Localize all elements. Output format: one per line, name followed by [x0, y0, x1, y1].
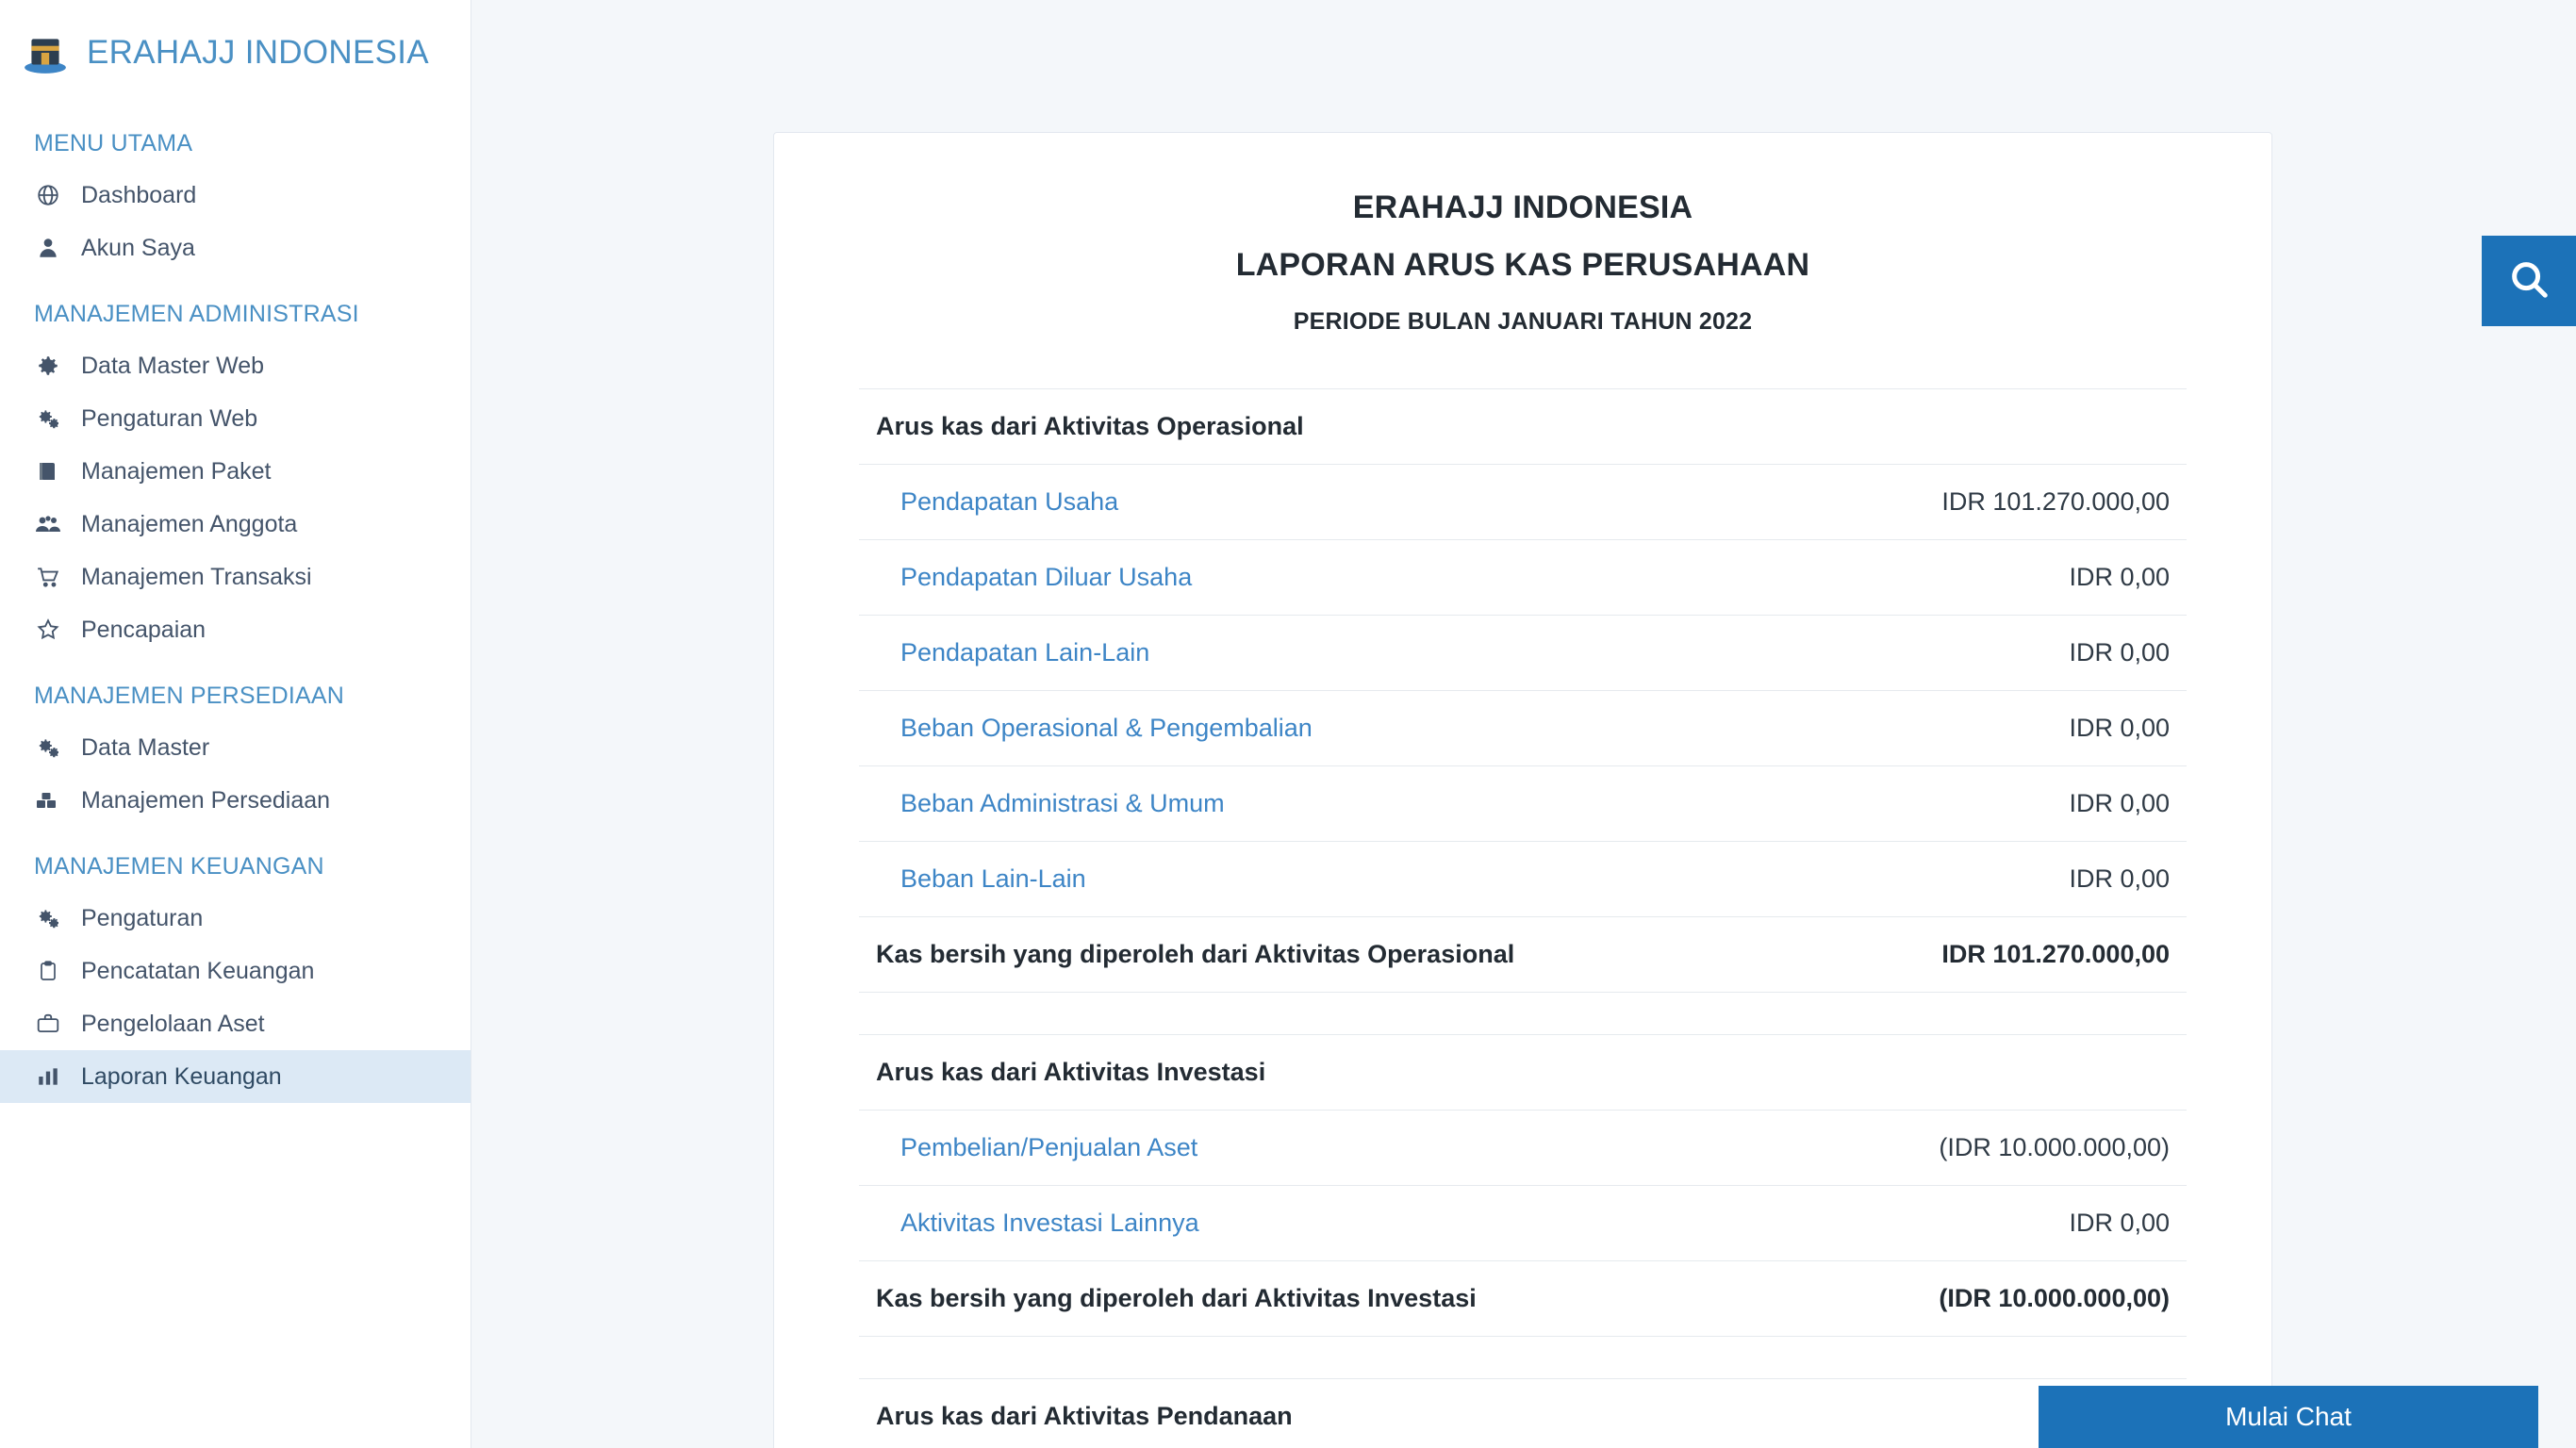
row-value: IDR 0,00: [2069, 1209, 2170, 1237]
start-chat-button[interactable]: [2039, 1386, 2538, 1448]
sidebar-section-title: MENU UTAMA: [34, 130, 193, 156]
brand-title: ERAHAJJ INDONESIA: [87, 34, 429, 71]
sidebar-item-label: Pengaturan Web: [81, 404, 258, 432]
star-icon: [34, 616, 62, 644]
total-value: IDR 101.270.000,00: [1941, 940, 2170, 968]
report-period: PERIODE BULAN JANUARI TAHUN 2022: [1293, 308, 1753, 335]
sidebar-item-label: Pencatatan Keuangan: [81, 957, 315, 984]
kaaba-logo-icon: [21, 28, 70, 77]
start-chat-label: Mulai Chat: [2225, 1402, 2352, 1431]
sidebar-item-data-master[interactable]: [0, 721, 471, 774]
section-heading: Arus kas dari Aktivitas Investasi: [876, 1058, 1266, 1086]
section-heading: Arus kas dari Aktivitas Operasional: [876, 412, 1304, 440]
gears-icon: [34, 904, 62, 932]
sidebar-item-label: Data Master: [81, 733, 210, 761]
total-label: Kas bersih yang diperoleh dari Aktivitas Operasional: [876, 940, 1515, 968]
book-icon: [34, 457, 62, 485]
sidebar-section-title: MANAJEMEN KEUANGAN: [34, 853, 324, 880]
row-label-link[interactable]: Pembelian/Penjualan Aset: [900, 1133, 1198, 1161]
table-row[interactable]: [859, 766, 2187, 842]
total-label: Kas bersih yang diperoleh dari Aktivitas Investasi: [876, 1284, 1477, 1312]
row-value: IDR 0,00: [2069, 864, 2170, 893]
sidebar-item-label: Laporan Keuangan: [81, 1062, 282, 1090]
sidebar-item-pengaturan[interactable]: [0, 892, 471, 945]
cart-icon: [34, 563, 62, 591]
report-company-title: ERAHAJJ INDONESIA: [1352, 189, 1693, 225]
section-heading-value: [1811, 389, 2187, 465]
sidebar-item-pencapaian[interactable]: [0, 603, 471, 656]
sidebar-item-label: Dashboard: [81, 181, 197, 208]
row-value: IDR 0,00: [2069, 789, 2170, 817]
sidebar-item-label: Manajemen Anggota: [81, 510, 298, 537]
gears-icon: [34, 733, 62, 762]
row-label-link[interactable]: Beban Administrasi & Umum: [900, 789, 1225, 817]
sidebar-item-laporan-keuangan[interactable]: [0, 1050, 471, 1103]
section-heading-row: [859, 1379, 2187, 1448]
table-row[interactable]: [859, 465, 2187, 540]
table-row[interactable]: [859, 842, 2187, 917]
total-value: (IDR 10.000.000,00): [1939, 1284, 2170, 1312]
section-total-row: [859, 917, 2187, 993]
table-spacer-row: [859, 1337, 2187, 1379]
gears-icon: [34, 404, 62, 433]
sidebar-section-title: MANAJEMEN ADMINISTRASI: [34, 301, 359, 327]
sidebar-item-pencatatan-keuangan[interactable]: [0, 945, 471, 997]
sidebar-item-manajemen-persediaan[interactable]: [0, 774, 471, 827]
row-label-link[interactable]: Beban Operasional & Pengembalian: [900, 714, 1313, 742]
row-label-link[interactable]: Pendapatan Diluar Usaha: [900, 563, 1193, 591]
sidebar-item-pengaturan-web[interactable]: [0, 392, 471, 445]
main-content: [471, 0, 2576, 1448]
section-heading-row: [859, 1035, 2187, 1111]
sidebar-item-label: Manajemen Paket: [81, 457, 272, 485]
table-row[interactable]: [859, 1111, 2187, 1186]
sidebar-item-akun-saya[interactable]: [0, 222, 471, 274]
gear-icon: [34, 352, 62, 380]
table-row[interactable]: [859, 1186, 2187, 1261]
brand[interactable]: [0, 0, 471, 104]
section-heading: Arus kas dari Aktivitas Pendanaan: [876, 1402, 1293, 1430]
row-value: (IDR 10.000.000,00): [1939, 1133, 2170, 1161]
chart-icon: [34, 1062, 62, 1091]
table-row[interactable]: [859, 616, 2187, 691]
sidebar-item-label: Akun Saya: [81, 234, 195, 261]
sidebar-item-label: Pencapaian: [81, 616, 206, 643]
sidebar-item-label: Pengaturan: [81, 904, 204, 931]
sidebar-item-label: Manajemen Persediaan: [81, 786, 331, 814]
sidebar-item-manajemen-anggota[interactable]: [0, 498, 471, 551]
users-icon: [34, 510, 62, 538]
row-value: IDR 0,00: [2069, 714, 2170, 742]
sidebar-item-label: Data Master Web: [81, 352, 265, 379]
row-value: IDR 101.270.000,00: [1941, 487, 2170, 516]
sidebar-section-title: MANAJEMEN PERSEDIAAN: [34, 683, 345, 709]
sidebar-item-pengelolaan-aset[interactable]: [0, 997, 471, 1050]
sidebar-item-label: Pengelolaan Aset: [81, 1010, 265, 1037]
globe-icon: [34, 181, 62, 209]
search-icon: [2507, 257, 2551, 305]
section-heading-row: [859, 389, 2187, 465]
cashflow-report-card: [773, 132, 2272, 1448]
section-total-row: [859, 1261, 2187, 1337]
boxes-icon: [34, 786, 62, 814]
user-icon: [34, 234, 62, 262]
row-label-link[interactable]: Beban Lain-Lain: [900, 864, 1086, 893]
row-label-link[interactable]: Aktivitas Investasi Lainnya: [900, 1209, 1199, 1237]
section-heading-value: [1811, 1035, 2187, 1111]
sidebar-item-dashboard[interactable]: [0, 169, 471, 222]
sidebar-item-manajemen-paket[interactable]: [0, 445, 471, 498]
sidebar-item-data-master-web[interactable]: [0, 339, 471, 392]
search-fab-button[interactable]: [2482, 236, 2576, 326]
cashflow-table: [859, 388, 2187, 1448]
table-row[interactable]: [859, 691, 2187, 766]
sidebar: [0, 0, 471, 1448]
table-spacer-row: [859, 993, 2187, 1035]
briefcase-icon: [34, 1010, 62, 1038]
sidebar-nav: [0, 104, 471, 1103]
sidebar-item-label: Manajemen Transaksi: [81, 563, 312, 590]
row-value: IDR 0,00: [2069, 638, 2170, 666]
row-label-link[interactable]: Pendapatan Usaha: [900, 487, 1119, 516]
table-row[interactable]: [859, 540, 2187, 616]
report-title: LAPORAN ARUS KAS PERUSAHAAN: [1235, 247, 1810, 283]
sidebar-item-manajemen-transaksi[interactable]: [0, 551, 471, 603]
row-label-link[interactable]: Pendapatan Lain-Lain: [900, 638, 1150, 666]
row-value: IDR 0,00: [2069, 563, 2170, 591]
clipboard-icon: [34, 957, 62, 985]
